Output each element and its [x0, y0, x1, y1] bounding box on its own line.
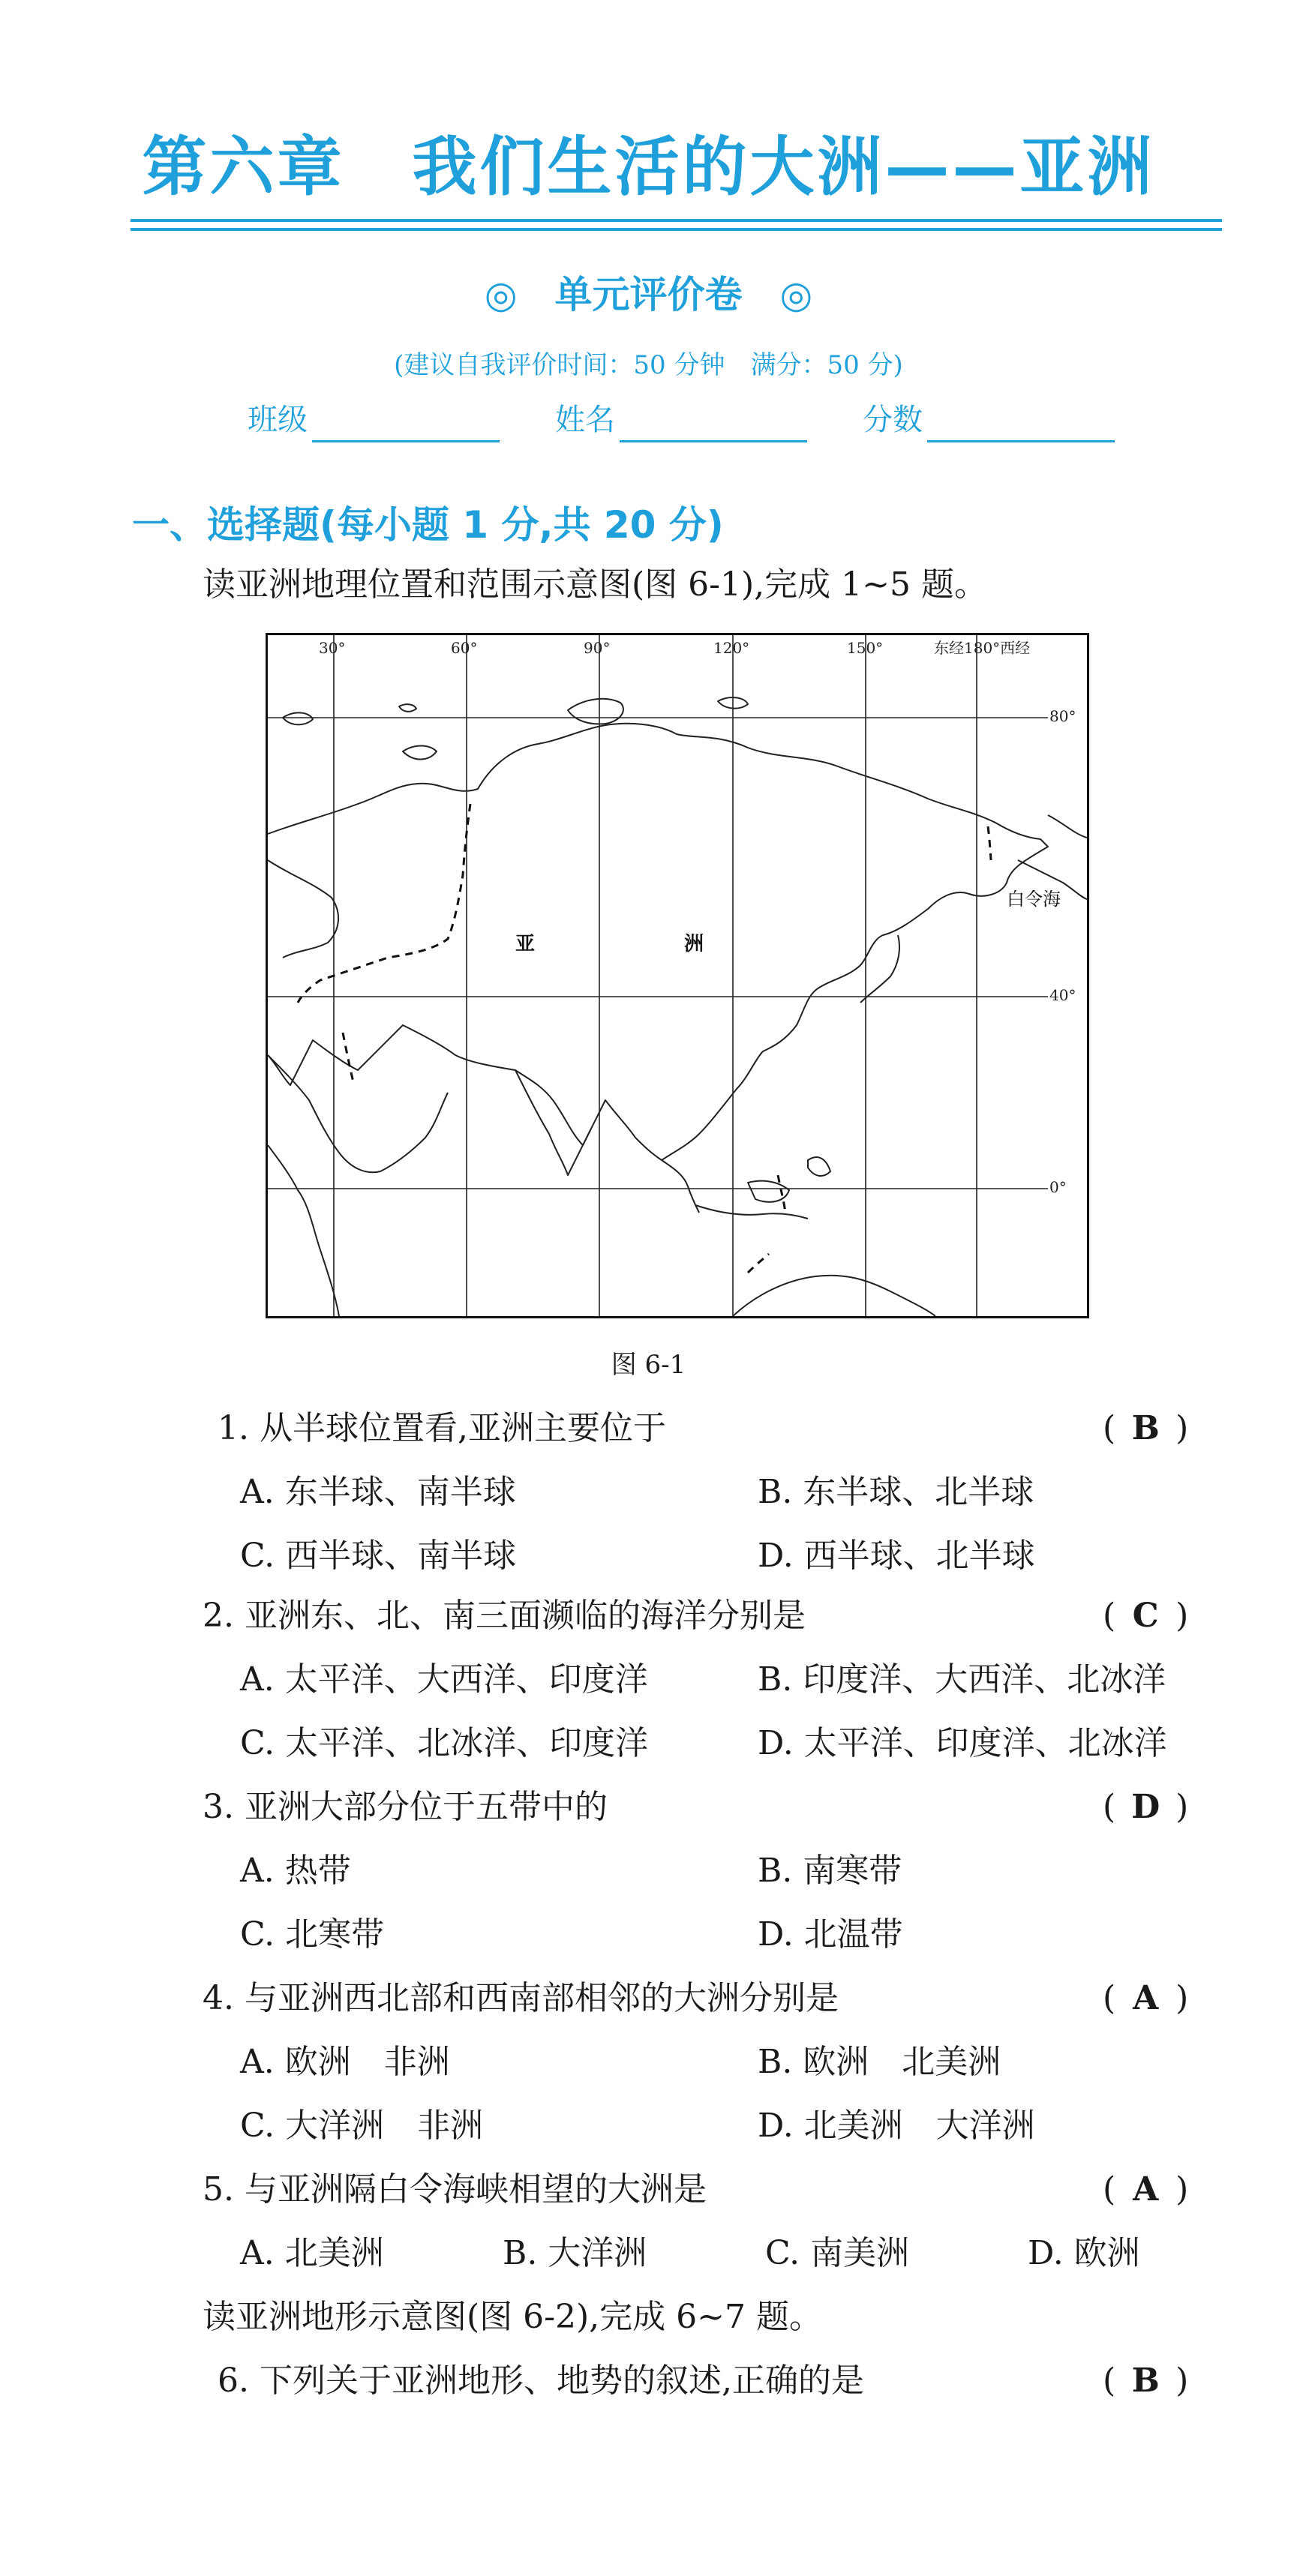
- question-4-answer-value: A: [1133, 1979, 1159, 2017]
- question-4-stem: 4. 与亚洲西北部和西南部相邻的大洲分别是: [203, 1979, 839, 2017]
- question-5-option-b[interactable]: B. 大洋洲: [503, 2234, 647, 2272]
- question-3-stem: 3. 亚洲大部分位于五带中的: [203, 1788, 608, 1826]
- question-1-option-b[interactable]: B. 东半球、北半球: [758, 1473, 1034, 1511]
- lat-label-80: 80°: [1049, 707, 1076, 725]
- title-rule-bottom: [131, 228, 1222, 231]
- question-2-answer-value: C: [1132, 1597, 1159, 1635]
- question-3-option-d[interactable]: D. 北温带: [758, 1915, 903, 1954]
- figure-caption: 图 6-1: [611, 1350, 686, 1380]
- lon-label-30: 30°: [319, 639, 346, 657]
- question-6-answer: ( B ): [1103, 2359, 1188, 2404]
- question-2-stem: 2. 亚洲东、北、南三面濒临的海洋分别是: [203, 1597, 806, 1635]
- question-2-option-a[interactable]: A. 太平洋、大西洋、印度洋: [240, 1660, 648, 1699]
- score-label: 分数: [863, 403, 923, 437]
- section-intro: 读亚洲地理位置和范围示意图(图 6-1),完成 1~5 题。: [203, 565, 987, 604]
- chapter-title: 第六章 我们生活的大洲——亚洲: [142, 130, 1155, 205]
- asia-map-svg: [268, 635, 1087, 1316]
- question-4-option-a[interactable]: A. 欧洲 非洲: [240, 2043, 450, 2081]
- lat-label-40: 40°: [1049, 986, 1076, 1004]
- question-1-answer: ( B ): [1103, 1406, 1188, 1451]
- asia-label-left: 亚: [515, 933, 536, 955]
- question-3-answer-value: D: [1131, 1788, 1160, 1826]
- title-rule-top: [131, 219, 1222, 222]
- lon-label-60: 60°: [451, 639, 478, 657]
- question-5-option-d[interactable]: D. 欧洲: [1028, 2234, 1140, 2272]
- question-3-option-b[interactable]: B. 南寒带: [758, 1852, 902, 1890]
- lon-label-180: 东经180°西经: [934, 639, 1031, 657]
- asia-map-figure: [266, 633, 1089, 1318]
- unit-title: ◎ 单元评价卷 ◎: [484, 273, 813, 316]
- name-label: 姓名: [555, 403, 615, 437]
- lon-label-150: 150°: [847, 639, 884, 657]
- question-4-option-b[interactable]: B. 欧洲 北美洲: [758, 2043, 1001, 2081]
- class-label: 班级: [248, 403, 308, 437]
- section-intro-2: 读亚洲地形示意图(图 6-2),完成 6~7 题。: [203, 2298, 822, 2336]
- name-blank[interactable]: [620, 410, 807, 442]
- coastlines: [268, 697, 1087, 1316]
- suggest-time-text: (建议自我评价时间：50 分钟 满分：50 分): [394, 350, 903, 380]
- question-5-option-c[interactable]: C. 南美洲: [765, 2234, 910, 2272]
- asia-label-right: 洲: [684, 933, 704, 955]
- question-1-option-a[interactable]: A. 东半球、南半球: [240, 1473, 516, 1511]
- question-4-answer: ( A ): [1103, 1976, 1188, 2021]
- score-field[interactable]: [863, 397, 1115, 442]
- question-3-answer: ( D ): [1103, 1785, 1188, 1830]
- section-heading: 一、选择题(每小题 1 分,共 20 分): [132, 503, 724, 547]
- question-1-option-c[interactable]: C. 西半球、南半球: [240, 1537, 517, 1575]
- question-2-option-b[interactable]: B. 印度洋、大西洋、北冰洋: [758, 1660, 1166, 1699]
- question-6-stem: 6. 下列关于亚洲地形、地势的叙述,正确的是: [218, 2362, 864, 2400]
- question-1-answer-value: B: [1131, 1409, 1160, 1447]
- question-6-answer-value: B: [1131, 2362, 1160, 2400]
- question-1-stem: 1. 从半球位置看,亚洲主要位于: [218, 1409, 666, 1447]
- name-field[interactable]: [555, 397, 807, 442]
- question-3-option-c[interactable]: C. 北寒带: [240, 1915, 385, 1954]
- question-4-option-d[interactable]: D. 北美洲 大洋洲: [758, 2107, 1035, 2145]
- question-3-option-a[interactable]: A. 热带: [240, 1852, 351, 1890]
- lat-label-0: 0°: [1049, 1178, 1067, 1196]
- question-5-stem: 5. 与亚洲隔白令海峡相望的大洲是: [203, 2170, 707, 2209]
- lon-label-90: 90°: [584, 639, 611, 657]
- class-field[interactable]: [248, 397, 500, 442]
- question-1-option-d[interactable]: D. 西半球、北半球: [758, 1537, 1035, 1575]
- question-5-option-a[interactable]: A. 北美洲: [240, 2234, 384, 2272]
- question-2-option-d[interactable]: D. 太平洋、印度洋、北冰洋: [758, 1724, 1167, 1762]
- question-2-option-c[interactable]: C. 太平洋、北冰洋、印度洋: [240, 1724, 649, 1762]
- class-blank[interactable]: [312, 410, 500, 442]
- map-graticule: [268, 635, 1048, 1316]
- question-5-answer-value: A: [1133, 2170, 1159, 2209]
- score-blank[interactable]: [927, 410, 1115, 442]
- bering-sea-label: 白令海: [1007, 889, 1061, 910]
- lon-label-120: 120°: [713, 639, 750, 657]
- continent-boundary: [298, 804, 991, 1273]
- question-2-answer: ( C ): [1103, 1594, 1188, 1639]
- question-4-option-c[interactable]: C. 大洋洲 非洲: [240, 2107, 484, 2145]
- question-5-answer: ( A ): [1103, 2167, 1188, 2212]
